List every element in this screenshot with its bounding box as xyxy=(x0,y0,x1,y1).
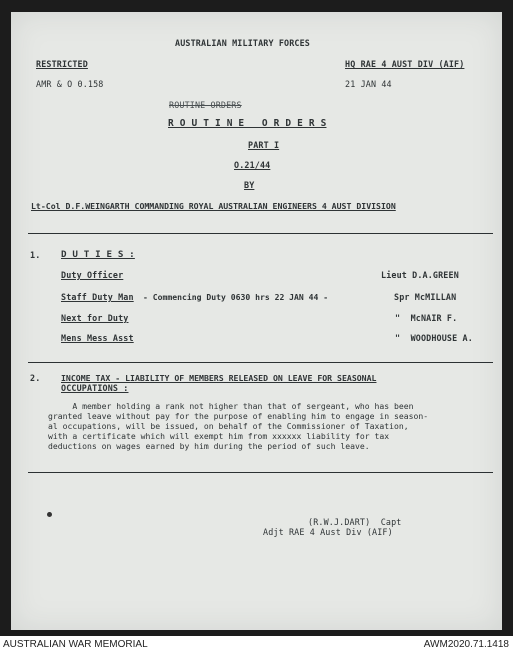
duty-label-3: Next for Duty xyxy=(61,313,129,323)
divider-middle xyxy=(28,362,493,363)
ink-mark xyxy=(47,512,52,517)
divider-bottom xyxy=(28,472,493,473)
signature-role: Adjt RAE 4 Aust Div (AIF) xyxy=(263,527,393,537)
duty-label-4: Mens Mess Asst xyxy=(61,333,134,343)
order-date: 21 JAN 44 xyxy=(345,79,392,89)
divider-top xyxy=(28,233,493,234)
document-page xyxy=(11,12,502,630)
unit-heading: HQ RAE 4 AUST DIV (AIF) xyxy=(345,59,465,69)
struck-through-line: ROUTINE ORDERS xyxy=(169,100,242,110)
document-title: R O U T I N E O R D E R S xyxy=(168,118,327,129)
duty-name-3: " McNAIR F. xyxy=(395,313,458,323)
section-1-heading: D U T I E S : xyxy=(61,249,135,260)
archive-footer xyxy=(0,636,513,653)
commander-line: Lt-Col D.F.WEINGARTH COMMANDING ROYAL AUSTRALIAN ENGINEERS 4 AUST DIVISION xyxy=(31,201,396,211)
classification: RESTRICTED xyxy=(36,59,88,69)
section-2-body-line-3: al occupations, will be issued, on behalf of the Commissioner of Taxation, xyxy=(48,421,409,431)
section-2-number: 2. xyxy=(30,373,41,383)
duty-name-2: Spr McMILLAN xyxy=(394,292,457,302)
footer-source: AUSTRALIAN WAR MEMORIAL xyxy=(3,639,148,650)
section-2-body-line-5: deductions on wages earned by him during the period of such leave. xyxy=(48,441,370,451)
order-reference: AMR & O 0.158 xyxy=(36,79,104,89)
section-2-body-line-4: with a certificate which will exempt him from xxxxxx liability for tax xyxy=(48,431,390,441)
part-number: PART I xyxy=(248,140,280,150)
duty-detail-2: - Commencing Duty 0630 hrs 22 JAN 44 - xyxy=(143,292,329,302)
section-2-body-line-1: A member holding a rank not higher than that of sergeant, who has been xyxy=(48,401,414,411)
duty-name-4: " WOODHOUSE A. xyxy=(395,333,473,343)
section-2-heading-line-1: INCOME TAX - LIABILITY OF MEMBERS RELEASED ON LEAVE FOR SEASONAL xyxy=(61,373,377,383)
signature-name: (R.W.J.DART) Capt xyxy=(308,517,402,527)
duty-label-2: Staff Duty Man xyxy=(61,292,134,302)
section-2-heading-line-2: OCCUPATIONS : xyxy=(61,383,129,393)
org-heading: AUSTRALIAN MILITARY FORCES xyxy=(175,38,310,48)
footer-accession-number: AWM2020.71.1418 xyxy=(423,639,509,650)
section-1-number: 1. xyxy=(30,250,41,260)
duty-label-1: Duty Officer xyxy=(61,270,124,280)
duty-name-1: Lieut D.A.GREEN xyxy=(381,270,459,280)
section-2-body-line-2: granted leave without pay for the purpose of enabling him to engage in season- xyxy=(48,411,429,421)
order-number: O.21/44 xyxy=(234,160,271,170)
by-label: BY xyxy=(244,180,255,190)
